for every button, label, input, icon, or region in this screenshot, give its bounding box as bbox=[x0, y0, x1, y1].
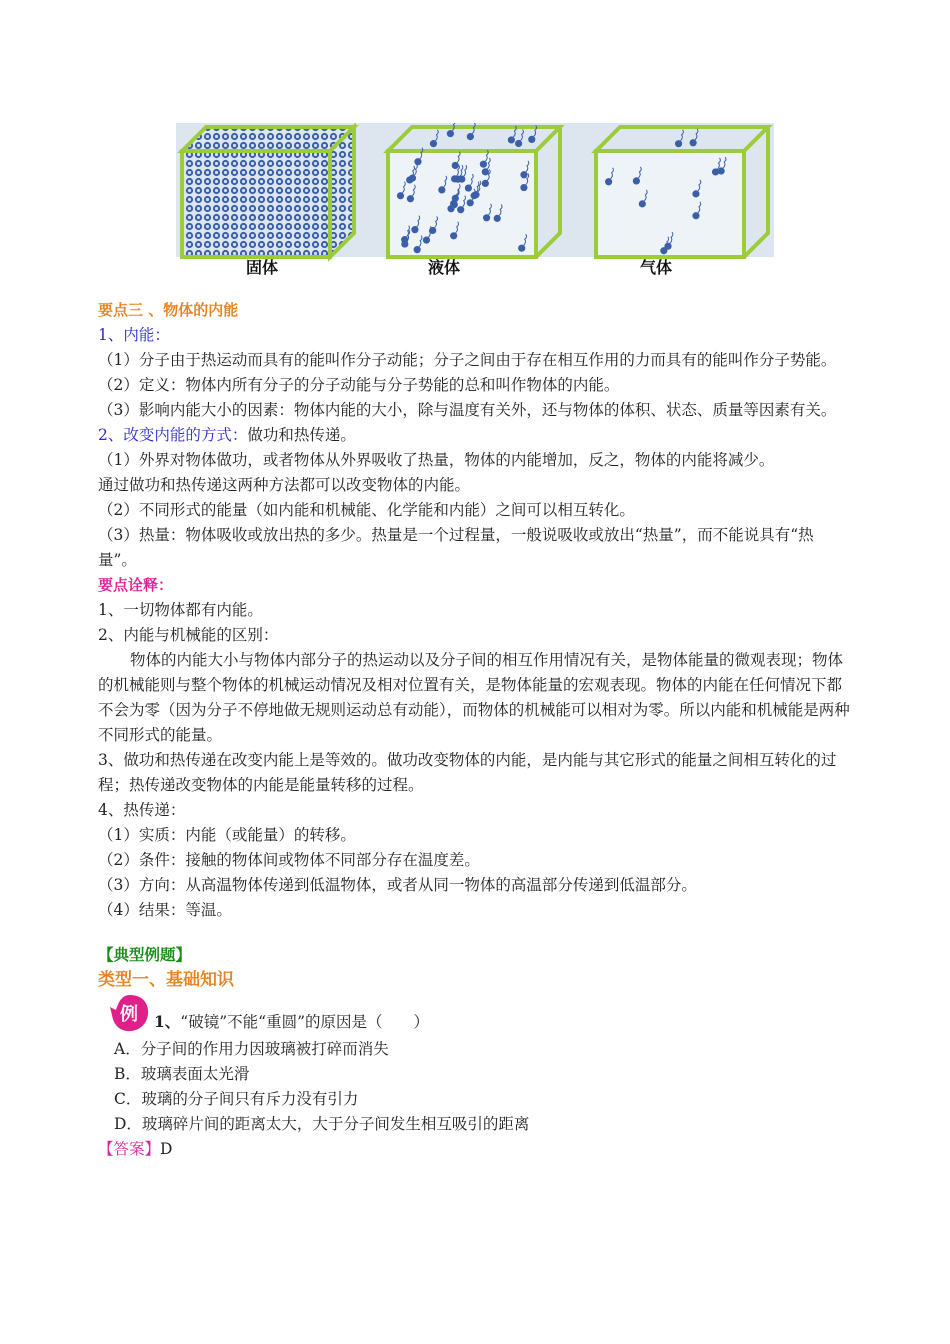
question-body: “破镜”不能“重圆”的原因是（ ） bbox=[180, 1013, 429, 1031]
molecule bbox=[450, 232, 457, 239]
paragraph: 通过做功和热传递这两种方法都可以改变物体的内能。 bbox=[98, 476, 471, 494]
molecule bbox=[411, 226, 418, 233]
options-list bbox=[98, 1037, 852, 1137]
paragraph: （3）影响内能大小的因素：物体内能的大小，除与温度有关外，还与物体的体积、状态、质量等因素有关。 bbox=[98, 401, 837, 419]
molecule bbox=[518, 245, 525, 252]
molecule bbox=[465, 184, 472, 191]
main-content bbox=[98, 298, 852, 1162]
answer-value: D bbox=[160, 1140, 173, 1158]
question-number: 1、 bbox=[154, 1012, 181, 1031]
question-text bbox=[154, 1009, 429, 1035]
states-of-matter-illustration bbox=[176, 123, 774, 283]
molecule bbox=[457, 206, 464, 213]
examples-title: 【典型例题】 bbox=[98, 946, 192, 964]
note-subitem: （4）结果：等温。 bbox=[98, 901, 232, 919]
molecule bbox=[675, 140, 682, 147]
molecule bbox=[467, 199, 474, 206]
label-gas: 气体 bbox=[640, 258, 673, 277]
subheading-internal-energy: 1、内能： bbox=[98, 326, 170, 344]
molecule bbox=[480, 161, 487, 168]
molecule bbox=[692, 190, 699, 197]
notes-title: 要点诠释： bbox=[98, 576, 174, 594]
molecule bbox=[414, 158, 421, 165]
note-item: 4、热传递： bbox=[98, 801, 186, 819]
label-solid: 固体 bbox=[246, 258, 279, 277]
molecule bbox=[520, 184, 527, 191]
option-b: B．玻璃表面太光滑 bbox=[114, 1065, 250, 1083]
svg-text:例: 例 bbox=[120, 1004, 138, 1025]
note-subitem: （3）方向：从高温物体传递到低温物体，或者从同一物体的高温部分传递到低温部分。 bbox=[98, 876, 697, 894]
paragraph: （1）分子由于热运动而具有的能叫作分子动能；分子之间由于存在相互作用的力而具有的能叫作分子势能。 bbox=[98, 351, 837, 369]
molecule bbox=[423, 237, 430, 244]
label-liquid: 液体 bbox=[428, 258, 461, 277]
molecule bbox=[508, 136, 515, 143]
molecule bbox=[482, 180, 489, 187]
paragraph: （2）定义：物体内所有分子的分子动能与分子势能的总和叫作物体的内能。 bbox=[98, 376, 620, 394]
molecule bbox=[494, 215, 501, 222]
molecule bbox=[483, 214, 490, 221]
option-c: C．玻璃的分子间只有斥力没有引力 bbox=[114, 1090, 359, 1108]
note-item: 2、内能与机械能的区别： bbox=[98, 626, 279, 644]
paragraph: （2）不同形式的能量（如内能和机械能、化学能和内能）之间可以相互转化。 bbox=[98, 501, 635, 519]
molecule bbox=[454, 176, 461, 183]
molecule bbox=[605, 178, 612, 185]
molecule bbox=[452, 195, 459, 202]
molecule bbox=[472, 191, 479, 198]
option-d: D．玻璃碎片间的距离太大，大于分子间发生相互吸引的距离 bbox=[114, 1115, 530, 1133]
note-item: 1、一切物体都有内能。 bbox=[98, 601, 263, 619]
type-title: 类型一、基础知识 bbox=[98, 970, 234, 990]
molecule bbox=[397, 192, 404, 199]
section-title: 要点三 、物体的内能 bbox=[98, 301, 239, 319]
note-body: 物体的内能大小与物体内部分子的热运动以及分子间的相互作用情况有关，是物体能量的微观表现；物体的机械能则与整个物体的机械运动情况及相对位置有关，是物体能量的宏观表现。物体的内能在任何情况下都不会为零（因为分子不停地做无规则运动总有动能），而物体的机械能可以相对为零。所以内能和机械能是两种不同形式的能量。 bbox=[98, 651, 850, 744]
molecule bbox=[690, 139, 697, 146]
answer-line bbox=[98, 1137, 852, 1162]
spacer bbox=[98, 923, 852, 943]
molecule bbox=[718, 167, 725, 174]
molecule bbox=[692, 212, 699, 219]
paragraph: （1）外界对物体做功，或者物体从外界吸收了热量，物体的内能增加，反之，物体的内能将减少。 bbox=[98, 451, 775, 469]
option-a: A．分子间的作用力因玻璃被打碎而消失 bbox=[114, 1040, 389, 1058]
molecule bbox=[401, 240, 408, 247]
molecule bbox=[409, 174, 416, 181]
example-badge-icon bbox=[110, 993, 150, 1033]
molecule bbox=[452, 162, 459, 169]
molecule bbox=[467, 133, 474, 140]
answer-label: 【答案】 bbox=[98, 1140, 161, 1158]
note-subitem: （2）条件：接触的物体间或物体不同部分存在温度差。 bbox=[98, 851, 480, 869]
molecule bbox=[660, 247, 667, 254]
subheading-change-methods bbox=[98, 423, 852, 448]
solid-box bbox=[182, 127, 354, 257]
note-item: 3、做功和热传递在改变内能上是等效的。做功改变物体的内能，是内能与其它形式的能量之间相互转化的过程；热传递改变物体的内能是能量转移的过程。 bbox=[98, 751, 837, 794]
molecule bbox=[430, 140, 437, 147]
molecule bbox=[528, 136, 535, 143]
molecule bbox=[520, 171, 527, 178]
molecule bbox=[438, 186, 445, 193]
molecule bbox=[633, 177, 640, 184]
states-of-matter-figure bbox=[176, 123, 774, 283]
example-question-row bbox=[98, 993, 852, 1037]
molecule bbox=[639, 200, 646, 207]
subheading-text: 做功和热传递。 bbox=[247, 426, 356, 444]
molecule bbox=[515, 140, 522, 147]
molecule bbox=[414, 246, 421, 253]
note-subitem: （1）实质：内能（或能量）的转移。 bbox=[98, 826, 356, 844]
molecule bbox=[407, 195, 414, 202]
molecule bbox=[447, 130, 454, 137]
paragraph: （3）热量：物体吸收或放出热的多少。热量是一个过程量，一般说吸收或放出“热量”，而不能说具有“热量”。 bbox=[98, 526, 814, 569]
subheading-label: 2、改变内能的方式： bbox=[98, 426, 248, 444]
